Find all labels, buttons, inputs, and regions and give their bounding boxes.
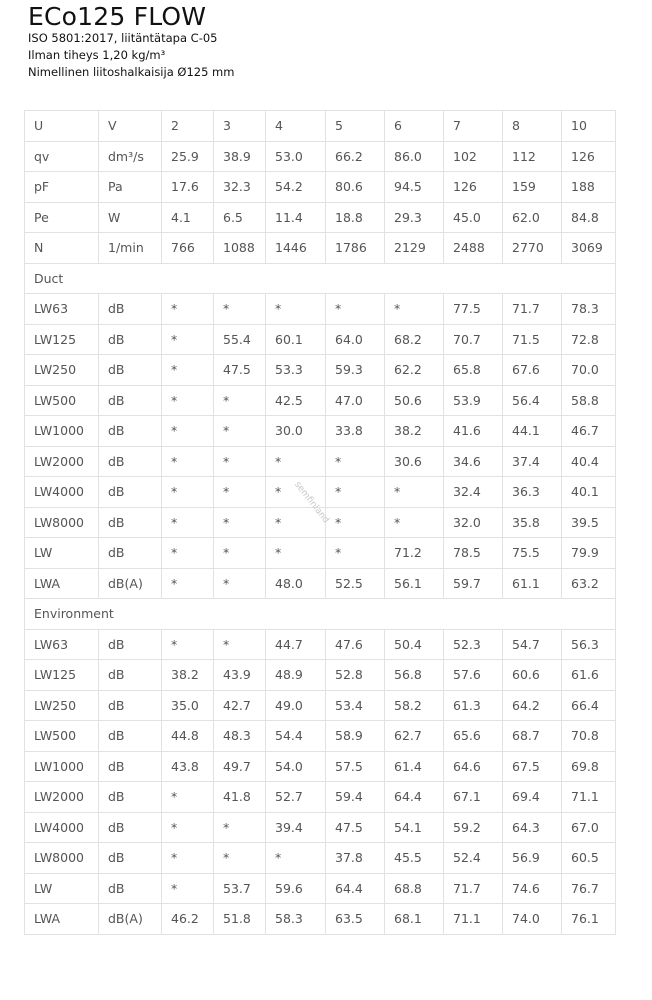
table-row	[25, 477, 616, 508]
table-cell: 46.7	[562, 416, 616, 447]
table-cell: 64.3	[503, 812, 562, 843]
table-cell: 56.3	[562, 629, 616, 660]
table-cell: dB	[99, 690, 162, 721]
table-cell: 42.5	[266, 385, 326, 416]
table-cell: 17.6	[162, 172, 214, 203]
table-cell: 63.2	[562, 568, 616, 599]
table-cell: 41.8	[214, 782, 266, 813]
table-cell: dB	[99, 843, 162, 874]
table-row	[25, 568, 616, 599]
table-cell: *	[385, 507, 444, 538]
table-cell: 32.3	[214, 172, 266, 203]
table-cell: 65.6	[444, 721, 503, 752]
table-cell: 38.2	[162, 660, 214, 691]
table-cell: 43.9	[214, 660, 266, 691]
table-cell: *	[214, 812, 266, 843]
table-cell: dB	[99, 629, 162, 660]
table-cell: 72.8	[562, 324, 616, 355]
table-cell: 2	[162, 111, 214, 142]
table-cell: *	[326, 446, 385, 477]
table-cell: dB	[99, 751, 162, 782]
table-cell: LW8000	[25, 507, 99, 538]
table-cell: LW125	[25, 324, 99, 355]
table-row	[25, 538, 616, 569]
table-cell: 3069	[562, 233, 616, 264]
table-cell: *	[162, 507, 214, 538]
table-cell: 59.6	[266, 873, 326, 904]
table-cell: 48.0	[266, 568, 326, 599]
table-cell: LW	[25, 538, 99, 569]
table-cell: 60.5	[562, 843, 616, 874]
table-cell: 76.7	[562, 873, 616, 904]
duct-section-row	[25, 263, 616, 294]
table-cell: 35.8	[503, 507, 562, 538]
table-cell: 39.5	[562, 507, 616, 538]
table-cell: 59.7	[444, 568, 503, 599]
table-cell: *	[214, 446, 266, 477]
table-cell: 67.5	[503, 751, 562, 782]
table-row	[25, 751, 616, 782]
table-cell: *	[385, 477, 444, 508]
table-cell: 45.5	[385, 843, 444, 874]
table-cell: 46.2	[162, 904, 214, 935]
table-cell: 44.1	[503, 416, 562, 447]
table-cell: LW500	[25, 721, 99, 752]
table-cell: 11.4	[266, 202, 326, 233]
table-cell: 37.4	[503, 446, 562, 477]
table-cell: LW1000	[25, 751, 99, 782]
table-cell: LW4000	[25, 477, 99, 508]
table-cell: 36.3	[503, 477, 562, 508]
table-cell: *	[162, 355, 214, 386]
table-cell: *	[162, 294, 214, 325]
table-cell: 61.1	[503, 568, 562, 599]
table-cell: 53.9	[444, 385, 503, 416]
table-cell: 68.2	[385, 324, 444, 355]
table-cell: 58.9	[326, 721, 385, 752]
table-cell: 71.1	[444, 904, 503, 935]
table-cell: *	[214, 416, 266, 447]
table-cell: LW63	[25, 294, 99, 325]
table-cell: *	[162, 385, 214, 416]
table-cell: *	[266, 507, 326, 538]
table-cell: *	[162, 477, 214, 508]
table-cell: LWA	[25, 568, 99, 599]
table-cell: 58.3	[266, 904, 326, 935]
table-row	[25, 904, 616, 935]
table-cell: LWA	[25, 904, 99, 935]
table-cell: 94.5	[385, 172, 444, 203]
table-cell: 55.4	[214, 324, 266, 355]
table-cell: *	[214, 385, 266, 416]
table-cell: LW2000	[25, 446, 99, 477]
table-cell: 56.8	[385, 660, 444, 691]
section-label: Environment	[25, 599, 616, 630]
table-cell: pF	[25, 172, 99, 203]
table-cell: dB(A)	[99, 904, 162, 935]
table-cell: *	[385, 294, 444, 325]
table-cell: 126	[444, 172, 503, 203]
table-cell: 42.7	[214, 690, 266, 721]
table-cell: 48.9	[266, 660, 326, 691]
table-cell: qv	[25, 141, 99, 172]
table-cell: 56.4	[503, 385, 562, 416]
table-cell: 59.4	[326, 782, 385, 813]
table-row	[25, 355, 616, 386]
table-cell: 64.0	[326, 324, 385, 355]
table-cell: dB	[99, 660, 162, 691]
table-cell: 64.6	[444, 751, 503, 782]
table-cell: 52.4	[444, 843, 503, 874]
table-cell: 54.2	[266, 172, 326, 203]
table-row	[25, 660, 616, 691]
table-cell: *	[162, 538, 214, 569]
table-cell: 39.4	[266, 812, 326, 843]
environment-section-row	[25, 599, 616, 630]
table-row	[25, 843, 616, 874]
table-cell: *	[214, 843, 266, 874]
table-cell: *	[214, 477, 266, 508]
table-cell: 58.2	[385, 690, 444, 721]
watermark: semfinland	[292, 480, 331, 526]
table-cell: 6	[385, 111, 444, 142]
table-cell: 50.4	[385, 629, 444, 660]
table-cell: 32.4	[444, 477, 503, 508]
table-cell: 66.2	[326, 141, 385, 172]
table-row	[25, 873, 616, 904]
table-cell: 6.5	[214, 202, 266, 233]
table-cell: V	[99, 111, 162, 142]
table-cell: dB	[99, 507, 162, 538]
table-cell: 76.1	[562, 904, 616, 935]
table-cell: 78.3	[562, 294, 616, 325]
table-cell: *	[214, 568, 266, 599]
table-cell: 50.6	[385, 385, 444, 416]
table-cell: 58.8	[562, 385, 616, 416]
table-cell: *	[162, 446, 214, 477]
table-cell: 62.7	[385, 721, 444, 752]
table-cell: 65.8	[444, 355, 503, 386]
table-cell: 10	[562, 111, 616, 142]
table-cell: 51.8	[214, 904, 266, 935]
table-cell: 61.3	[444, 690, 503, 721]
table-cell: 25.9	[162, 141, 214, 172]
table-cell: LW4000	[25, 812, 99, 843]
table-cell: 64.4	[326, 873, 385, 904]
table-cell: 62.0	[503, 202, 562, 233]
table-cell: *	[162, 568, 214, 599]
table-cell: U	[25, 111, 99, 142]
table-cell: 77.5	[444, 294, 503, 325]
table-cell: *	[162, 873, 214, 904]
table-cell: 126	[562, 141, 616, 172]
table-cell: 44.7	[266, 629, 326, 660]
table-cell: 62.2	[385, 355, 444, 386]
table-cell: dB	[99, 294, 162, 325]
table-cell: dB	[99, 538, 162, 569]
table-cell: 40.1	[562, 477, 616, 508]
table-cell: LW250	[25, 690, 99, 721]
table-cell: 69.4	[503, 782, 562, 813]
table-cell: 33.8	[326, 416, 385, 447]
table-cell: 7	[444, 111, 503, 142]
table-cell: 68.7	[503, 721, 562, 752]
table-cell: 61.4	[385, 751, 444, 782]
table-cell: LW	[25, 873, 99, 904]
table-cell: *	[266, 477, 326, 508]
table-cell: dB	[99, 355, 162, 386]
table-cell: 1786	[326, 233, 385, 264]
table-row	[25, 446, 616, 477]
table-cell: 86.0	[385, 141, 444, 172]
table-cell: 74.6	[503, 873, 562, 904]
table-cell: 52.7	[266, 782, 326, 813]
table-cell: 53.3	[266, 355, 326, 386]
table-cell: 59.2	[444, 812, 503, 843]
table-cell: W	[99, 202, 162, 233]
table-row	[25, 629, 616, 660]
table-cell: dB	[99, 873, 162, 904]
table-cell: 3	[214, 111, 266, 142]
table-cell: 35.0	[162, 690, 214, 721]
table-cell: *	[214, 294, 266, 325]
table-cell: 70.8	[562, 721, 616, 752]
table-row	[25, 782, 616, 813]
table-cell: 54.1	[385, 812, 444, 843]
table-cell: LW1000	[25, 416, 99, 447]
standard-line: ISO 5801:2017, liitäntätapa C-05	[28, 31, 218, 45]
table-cell: *	[266, 446, 326, 477]
table-cell: 37.8	[326, 843, 385, 874]
table-cell: dB(A)	[99, 568, 162, 599]
table-cell: 47.5	[214, 355, 266, 386]
table-cell: Pe	[25, 202, 99, 233]
table-cell: 54.4	[266, 721, 326, 752]
table-cell: N	[25, 233, 99, 264]
table-cell: 59.3	[326, 355, 385, 386]
table-cell: *	[162, 812, 214, 843]
table-cell: 47.0	[326, 385, 385, 416]
table-row	[25, 172, 616, 203]
table-row	[25, 385, 616, 416]
table-cell: dB	[99, 477, 162, 508]
table-cell: 8	[503, 111, 562, 142]
table-cell: 45.0	[444, 202, 503, 233]
table-cell: 64.4	[385, 782, 444, 813]
table-cell: 56.9	[503, 843, 562, 874]
table-row	[25, 721, 616, 752]
table-cell: 52.3	[444, 629, 503, 660]
table-cell: *	[214, 507, 266, 538]
table-cell: 60.6	[503, 660, 562, 691]
table-cell: 2129	[385, 233, 444, 264]
table-cell: LW63	[25, 629, 99, 660]
table-cell: 43.8	[162, 751, 214, 782]
table-cell: 53.4	[326, 690, 385, 721]
table-cell: 38.2	[385, 416, 444, 447]
table-cell: 47.5	[326, 812, 385, 843]
table-cell: 80.6	[326, 172, 385, 203]
table-cell: dB	[99, 446, 162, 477]
table-cell: 188	[562, 172, 616, 203]
table-cell: 40.4	[562, 446, 616, 477]
table-cell: LW8000	[25, 843, 99, 874]
header-row	[25, 111, 616, 142]
table-cell: 1446	[266, 233, 326, 264]
table-cell: 78.5	[444, 538, 503, 569]
table-cell: 2488	[444, 233, 503, 264]
table-cell: *	[162, 782, 214, 813]
table-cell: 30.6	[385, 446, 444, 477]
table-cell: 60.1	[266, 324, 326, 355]
table-cell: *	[214, 538, 266, 569]
table-cell: 71.2	[385, 538, 444, 569]
table-cell: 54.0	[266, 751, 326, 782]
table-cell: 2770	[503, 233, 562, 264]
table-cell: 44.8	[162, 721, 214, 752]
table-cell: 64.2	[503, 690, 562, 721]
table-cell: 52.5	[326, 568, 385, 599]
table-cell: Pa	[99, 172, 162, 203]
table-cell: LW125	[25, 660, 99, 691]
table-cell: 70.7	[444, 324, 503, 355]
table-cell: 1/min	[99, 233, 162, 264]
table-cell: LW2000	[25, 782, 99, 813]
table-row	[25, 233, 616, 264]
table-cell: 29.3	[385, 202, 444, 233]
table-cell: 49.0	[266, 690, 326, 721]
table-cell: *	[266, 843, 326, 874]
table-cell: 75.5	[503, 538, 562, 569]
table-cell: 68.8	[385, 873, 444, 904]
table-cell: 38.9	[214, 141, 266, 172]
table-cell: 54.7	[503, 629, 562, 660]
table-cell: 57.6	[444, 660, 503, 691]
table-cell: 112	[503, 141, 562, 172]
table-cell: 67.1	[444, 782, 503, 813]
table-cell: dm³/s	[99, 141, 162, 172]
table-cell: 68.1	[385, 904, 444, 935]
table-cell: 53.0	[266, 141, 326, 172]
table-cell: LW250	[25, 355, 99, 386]
table-cell: 67.0	[562, 812, 616, 843]
table-cell: 48.3	[214, 721, 266, 752]
table-row	[25, 416, 616, 447]
table-cell: 5	[326, 111, 385, 142]
table-cell: *	[326, 294, 385, 325]
table-cell: 53.7	[214, 873, 266, 904]
table-cell: dB	[99, 721, 162, 752]
table-cell: 71.7	[444, 873, 503, 904]
table-cell: dB	[99, 385, 162, 416]
table-cell: 34.6	[444, 446, 503, 477]
table-cell: *	[162, 324, 214, 355]
table-cell: 32.0	[444, 507, 503, 538]
section-label: Duct	[25, 263, 616, 294]
nominal-diameter-line: Nimellinen liitoshalkaisija Ø125 mm	[28, 65, 235, 79]
air-density-line: Ilman tiheys 1,20 kg/m³	[28, 48, 166, 62]
table-cell: *	[162, 629, 214, 660]
table-cell: 159	[503, 172, 562, 203]
table-cell: 57.5	[326, 751, 385, 782]
table-row	[25, 324, 616, 355]
table-cell: 49.7	[214, 751, 266, 782]
table-cell: *	[214, 629, 266, 660]
table-cell: *	[162, 416, 214, 447]
table-cell: 63.5	[326, 904, 385, 935]
table-cell: 41.6	[444, 416, 503, 447]
table-cell: 74.0	[503, 904, 562, 935]
table-cell: *	[326, 538, 385, 569]
table-cell: 66.4	[562, 690, 616, 721]
table-cell: 1088	[214, 233, 266, 264]
table-cell: dB	[99, 782, 162, 813]
table-cell: 67.6	[503, 355, 562, 386]
table-cell: 79.9	[562, 538, 616, 569]
table-cell: dB	[99, 324, 162, 355]
table-cell: *	[326, 477, 385, 508]
table-cell: 70.0	[562, 355, 616, 386]
table-row	[25, 690, 616, 721]
product-title: ECo125 FLOW	[28, 2, 207, 31]
table-row	[25, 294, 616, 325]
table-cell: 52.8	[326, 660, 385, 691]
table-cell: 61.6	[562, 660, 616, 691]
table-cell: 766	[162, 233, 214, 264]
table-cell: 18.8	[326, 202, 385, 233]
table-cell: *	[162, 843, 214, 874]
table-cell: 69.8	[562, 751, 616, 782]
table-cell: 84.8	[562, 202, 616, 233]
table-cell: 56.1	[385, 568, 444, 599]
table-cell: 102	[444, 141, 503, 172]
table-cell: dB	[99, 812, 162, 843]
table-cell: 4	[266, 111, 326, 142]
table-cell: *	[266, 538, 326, 569]
table-cell: *	[266, 294, 326, 325]
table-cell: *	[326, 507, 385, 538]
table-cell: 71.1	[562, 782, 616, 813]
table-cell: 71.7	[503, 294, 562, 325]
table-cell: LW500	[25, 385, 99, 416]
table-row	[25, 202, 616, 233]
table-row	[25, 141, 616, 172]
table-cell: 30.0	[266, 416, 326, 447]
table-cell: 71.5	[503, 324, 562, 355]
table-row	[25, 812, 616, 843]
table-cell: 4.1	[162, 202, 214, 233]
table-cell: 47.6	[326, 629, 385, 660]
table-cell: dB	[99, 416, 162, 447]
